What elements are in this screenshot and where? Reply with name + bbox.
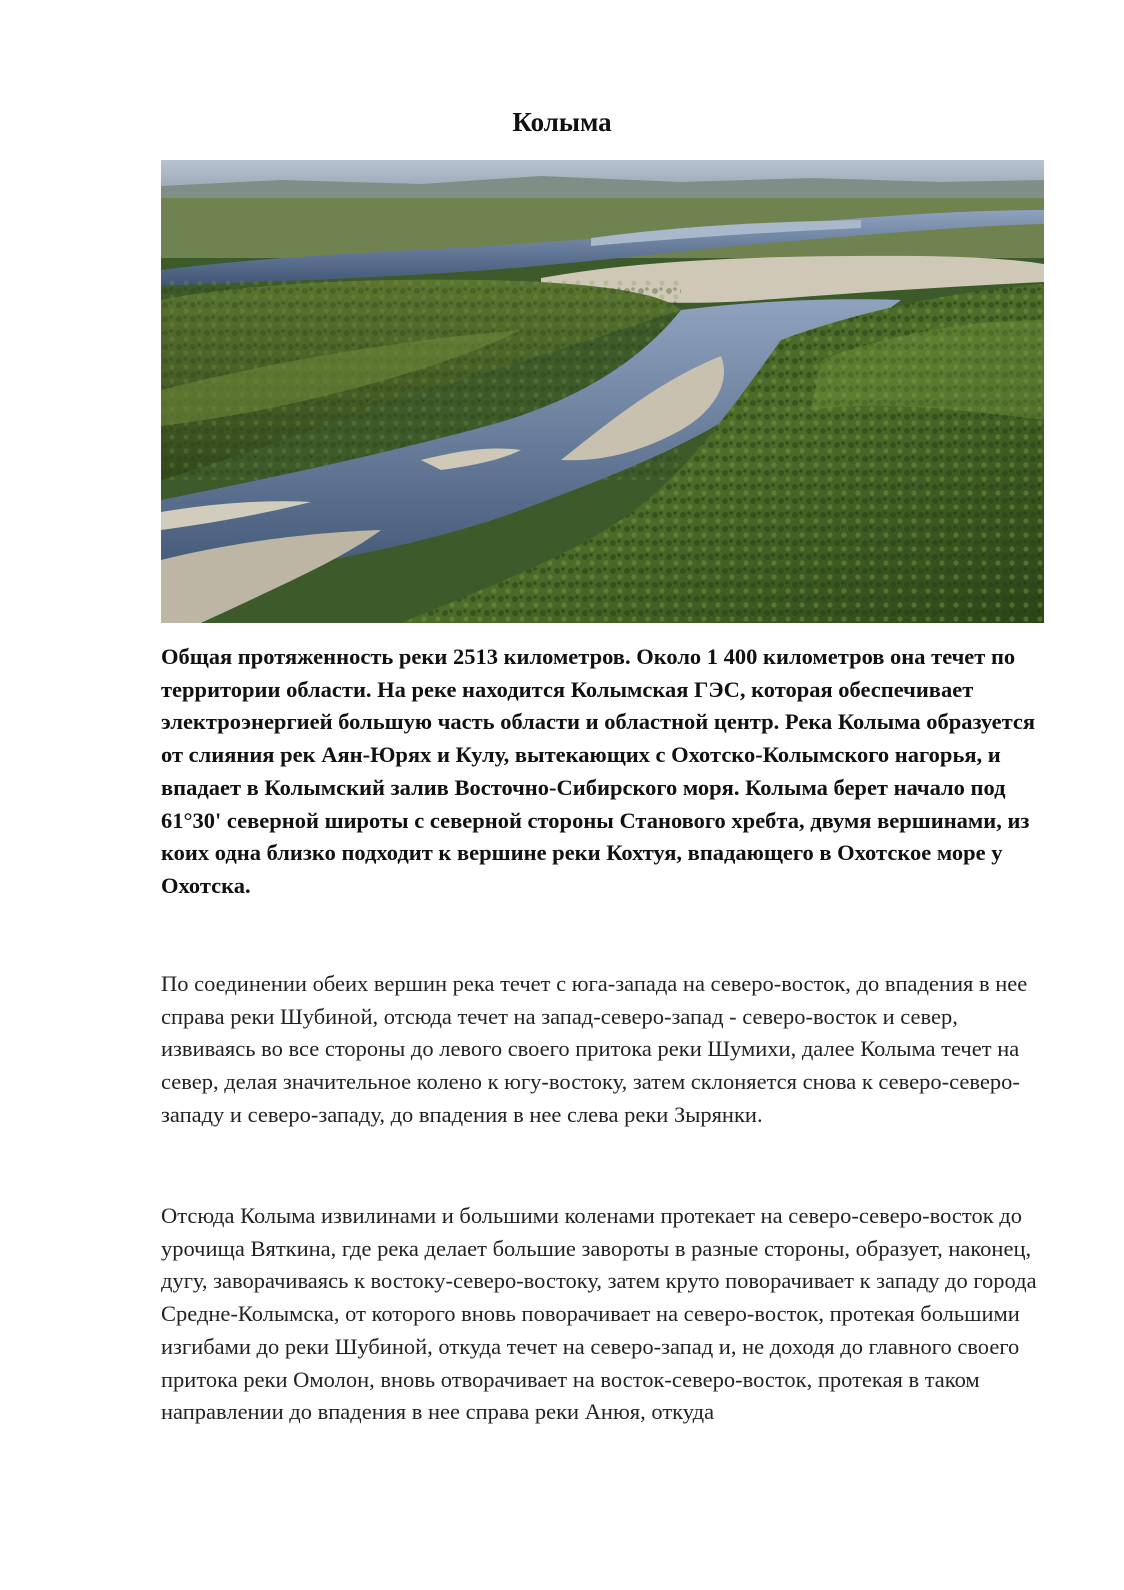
paragraph-course-upper: По соединении обеих вершин река течет с юга-запада на северо-восток, до впадения в нее справа реки Шубиной, отсюда течет на запад-северо-запад - северо-восток и север, извиваясь во все стороны до левого своего притока реки Шумихи, далее Колыма течет на север, делая значительное колено к югу-востоку, затем склоняется снова к северо-северо-западу и северо-западу, до впадения в нее слева реки Зырянки. [161,971,1028,1127]
kolyma-river-photo [161,160,1044,623]
paragraph-course-lower: Отсюда Колыма извилинами и большими коленами протекает на северо-северо-восток до урочища Вяткина, где река делает большие завороты в разные стороны, образует, наконец, дугу, заворачиваясь к востоку-северо-востоку, затем круто поворачивает к западу до города Средне-Колымска, от которого вновь поворачивает на северо-восток, протекая большими изгибами до реки Шубиной, откуда течет на северо-запад и, не доходя до главного своего притока реки Омолон, вновь отворачивает на восток-северо-восток, протекая в таком направлении до впадения в нее справа реки Анюя, откуда [161,1203,1037,1425]
page-title: Колыма [512,107,612,137]
paragraph-bold-intro: Общая протяженность реки 2513 километров. Около 1 400 километров она течет по территории области. На реке находится Колымская ГЭС, которая обеспечивает электроэнергией большую часть области и областной центр. Река Колыма образуется от слияния рек Аян-Юрях и Кулу, вытекающих с Охотско-Колымского нагорья, и впадает в Колымский залив Восточно-Сибирского моря. Колыма берет начало под 61°30' северной широты с северной стороны Станового хребта, двумя вершинами, из коих одна близко подходит к вершине реки Кохтуя, впадающего в Охотское море у Охотска. [161,644,1036,898]
